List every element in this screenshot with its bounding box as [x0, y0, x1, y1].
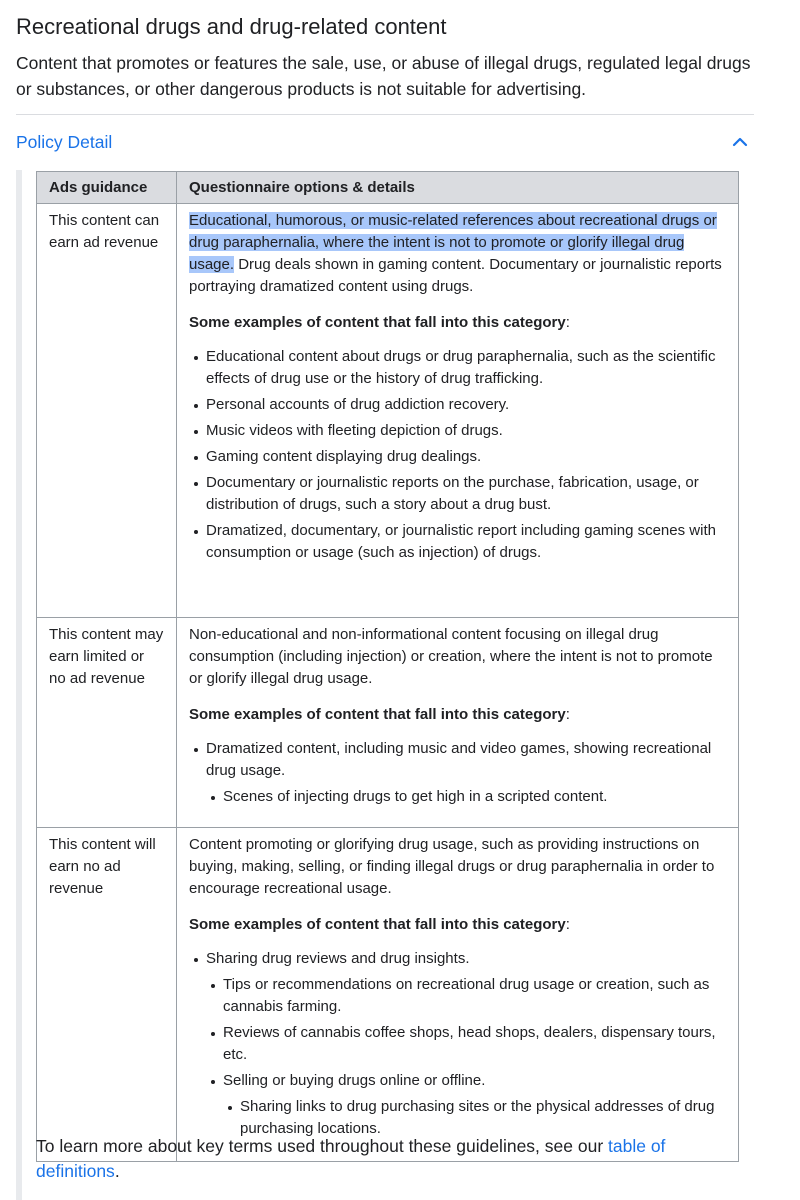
details-rest: Drug deals shown in gaming content. Documentary or journalistic reports portraying dramatized content using drugs. — [189, 256, 722, 295]
list-item: Educational content about drugs or drug paraphernalia, such as the scientific effects of drug use or the history of drug trafficking. — [206, 346, 726, 390]
examples-heading: Some examples of content that fall into this category: — [189, 916, 570, 933]
policy-detail-toggle[interactable] — [16, 124, 754, 160]
examples-list — [189, 346, 726, 564]
definitions-link[interactable]: table of definitions — [36, 1136, 666, 1181]
details-cell — [177, 828, 739, 1162]
details-text — [189, 210, 726, 298]
chevron-up-icon — [732, 134, 748, 150]
list-item: Dramatized content, including music and video games, showing recreational drug usage. Scenes of injecting drugs to get high in a scripted content. — [206, 738, 726, 808]
table-row — [37, 204, 739, 618]
policy-detail-label: Policy Detail — [16, 131, 113, 152]
details-cell — [177, 204, 739, 618]
sub-list — [206, 786, 726, 808]
list-item: Dramatized, documentary, or journalistic report including gaming scenes with consumption or usage (such as injection) of drugs. — [206, 520, 726, 564]
footer-text: To learn more about key terms used throughout these guidelines, see our table of definitions. — [36, 1136, 666, 1181]
list-item: Scenes of injecting drugs to get high in a scripted content. — [223, 786, 726, 808]
guidance-cell: This content may earn limited or no ad revenue — [37, 618, 177, 828]
details-text: Non-educational and non-informational content focusing on illegal drug consumption (including injection) or creation, where the intent is not to promote or glorify illegal drug usage. — [189, 626, 713, 687]
guidance-cell: This content can earn ad revenue — [37, 204, 177, 618]
list-item: Sharing links to drug purchasing sites or the physical addresses of drug purchasing locations. — [240, 1096, 726, 1140]
list-item: Sharing drug reviews and drug insights. Tips or recommendations on recreational drug usage or creation, such as cannabis farming. Reviews of cannabis coffee shops, head shops, dealers, dispensary tours, etc. Selling or buying drugs online or offline. Sharing links to drug purchasing sites or the physical addresses of drug purchasing locations. — [206, 948, 726, 1140]
table-row — [37, 618, 739, 828]
intro-text: Content that promotes or features the sale, use, or abuse of illegal drugs, regulated legal drugs or substances, or other dangerous products is not suitable for advertising. — [16, 53, 751, 99]
guidance-cell: This content will earn no ad revenue — [37, 828, 177, 1162]
list-item: Reviews of cannabis coffee shops, head shops, dealers, dispensary tours, etc. — [223, 1022, 726, 1066]
examples-list — [189, 738, 726, 808]
list-item: Documentary or journalistic reports on the purchase, fabrication, usage, or distribution of drugs, such a story about a drug bust. — [206, 472, 726, 516]
list-item: Gaming content displaying drug dealings. — [206, 446, 726, 468]
divider — [16, 114, 754, 115]
table-header-row — [37, 172, 739, 204]
list-item: Tips or recommendations on recreational drug usage or creation, such as cannabis farming. — [223, 974, 726, 1018]
header-ads-guidance: Ads guidance — [37, 172, 177, 204]
header-questionnaire: Questionnaire options & details — [177, 172, 739, 204]
section-indent-bar — [16, 170, 22, 1200]
page-title: Recreational drugs and drug-related content — [16, 14, 447, 39]
sub-list — [206, 974, 726, 1140]
examples-heading: Some examples of content that fall into this category: — [189, 706, 570, 723]
list-item: Music videos with fleeting depiction of drugs. — [206, 420, 726, 442]
examples-list — [189, 948, 726, 1140]
table-row — [37, 828, 739, 1162]
ads-guidance-table — [36, 171, 739, 1162]
examples-heading: Some examples of content that fall into this category: — [189, 314, 570, 331]
details-cell — [177, 618, 739, 828]
list-item: Selling or buying drugs online or offline. Sharing links to drug purchasing sites or the physical addresses of drug purchasing locations. — [223, 1070, 726, 1140]
highlighted-text: Educational, humorous, or music-related references about recreational drugs or drug paraphernalia, where the intent is not to promote or glorify illegal drug usage. — [189, 212, 717, 273]
list-item: Personal accounts of drug addiction recovery. — [206, 394, 726, 416]
details-text: Content promoting or glorifying drug usage, such as providing instructions on buying, making, selling, or finding illegal drugs or drug paraphernalia in order to encourage recreational usage. — [189, 836, 715, 897]
